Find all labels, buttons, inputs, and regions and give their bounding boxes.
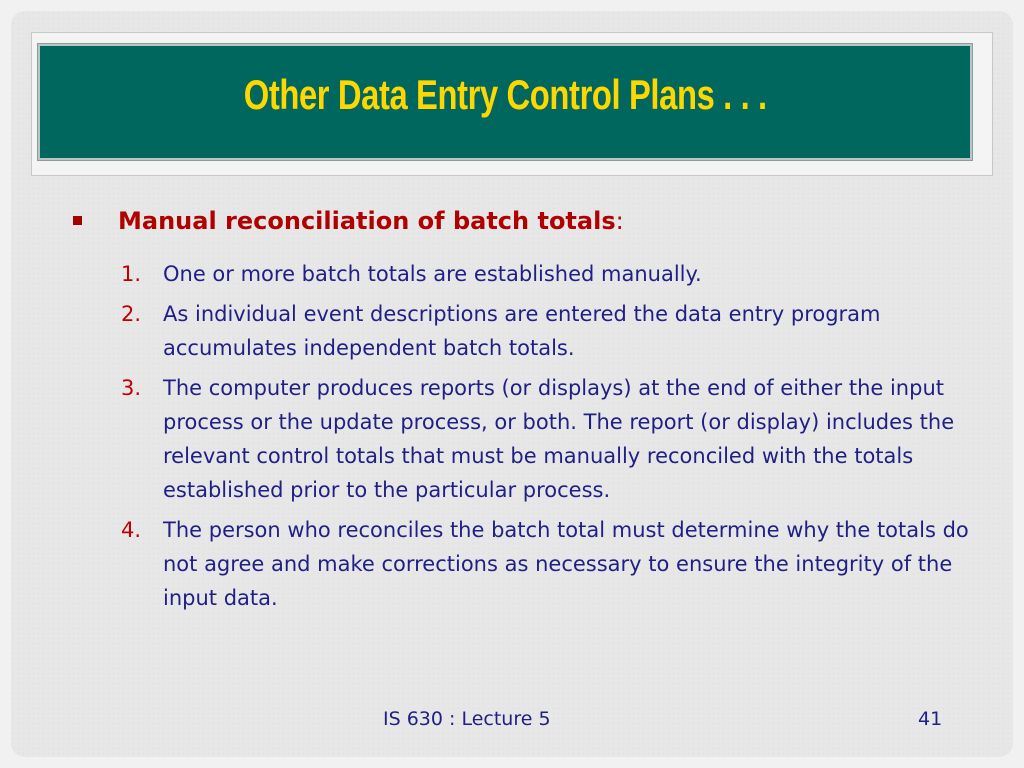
square-bullet-icon [73,216,82,225]
bullet-heading [118,207,624,235]
list-item [121,371,971,507]
footer-course: IS 630 : Lecture 5 [383,708,551,730]
list-item [121,257,971,291]
list-item [121,513,971,615]
list-item-text: The computer produces reports (or displays) at the end of either the input process or the update process, or both. The report (or display) includes the relevant control totals that must be manually reconciled with the totals established prior to the particular process. [163,376,955,502]
list-item-number: 1. [121,262,142,286]
list-item-text: One or more batch totals are established manually. [163,262,702,286]
slide [11,11,1013,757]
list-item-text: As individual event descriptions are entered the data entry program accumulates independent batch totals. [163,302,881,360]
list-item-number: 3. [121,376,142,400]
list-item-number: 2. [121,302,142,326]
title-banner [38,44,972,160]
slide-title: Other Data Entry Control Plans . . . [243,71,767,118]
list-item-text: The person who reconciles the batch total must determine why the totals do not agree and make corrections as necessary to ensure the integrity of the input data. [163,518,969,610]
bullet-row [73,207,624,235]
numbered-list [121,257,971,621]
bullet-heading-bold: Manual reconciliation of batch totals [118,207,616,235]
slide-number: 41 [918,708,943,730]
list-item [121,297,971,365]
list-item-number: 4. [121,518,142,542]
bullet-heading-colon: : [615,207,624,235]
